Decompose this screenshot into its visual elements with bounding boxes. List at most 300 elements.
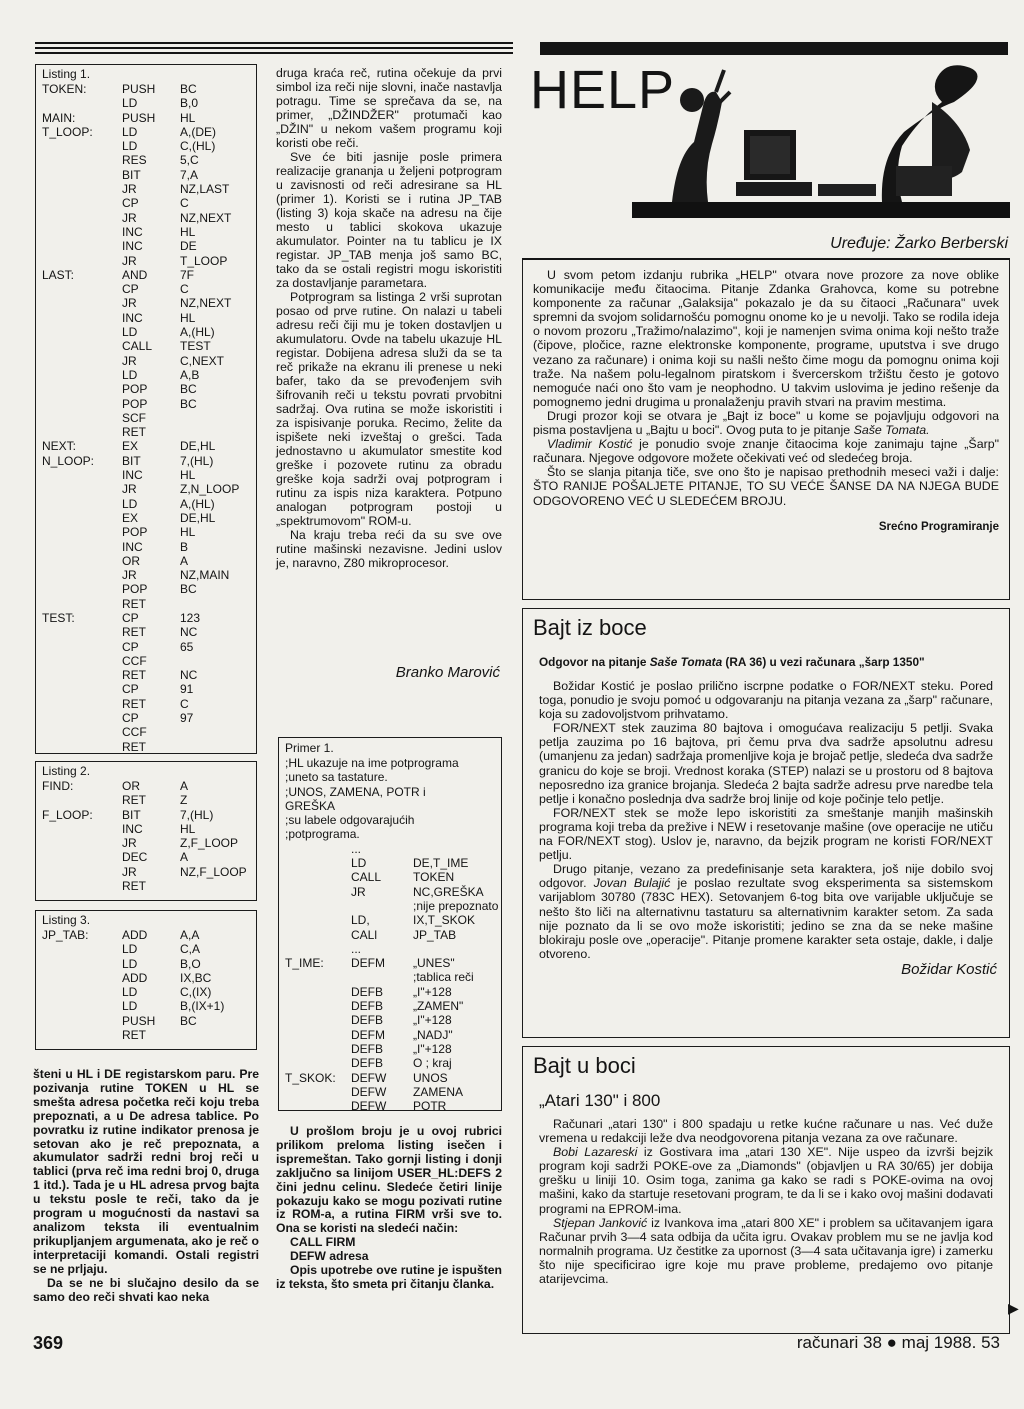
operand: „NADJ" bbox=[413, 1027, 453, 1042]
operand: B bbox=[180, 539, 189, 554]
label bbox=[42, 139, 122, 153]
operand bbox=[180, 725, 239, 739]
primer-1-comment: GREŠKA bbox=[285, 798, 336, 813]
operand: BC bbox=[180, 382, 197, 397]
label bbox=[285, 885, 351, 899]
listing1-line bbox=[42, 96, 239, 110]
bajt-u-boci-box bbox=[522, 1046, 1010, 1334]
listing2-line bbox=[42, 779, 247, 793]
primer1-line bbox=[285, 856, 498, 870]
operand: 97 bbox=[180, 711, 194, 726]
operand: NZ,NEXT bbox=[180, 296, 232, 311]
label bbox=[42, 1028, 122, 1042]
operand: A,(DE) bbox=[180, 124, 216, 139]
label bbox=[285, 1028, 351, 1042]
listing2-line bbox=[42, 836, 247, 850]
listing-1-title: Listing 1. bbox=[42, 67, 91, 81]
listing1-line bbox=[42, 382, 239, 396]
primer-1-comment: ;su labele odgovarajućih bbox=[285, 813, 415, 828]
label bbox=[285, 985, 351, 999]
operand: 123 bbox=[180, 610, 201, 625]
operand: ;nije prepoznato bbox=[413, 898, 499, 913]
operand: JP_TAB bbox=[413, 927, 457, 942]
operand: C bbox=[180, 196, 189, 211]
listing1-line bbox=[42, 454, 239, 468]
label bbox=[285, 942, 351, 956]
operand: „ZAMEN" bbox=[413, 999, 464, 1014]
opcode: JR bbox=[122, 210, 137, 225]
label bbox=[42, 654, 122, 668]
opcode: INC bbox=[122, 539, 143, 554]
label bbox=[42, 822, 122, 836]
operand: DE,T_IME bbox=[413, 856, 469, 871]
operand: A bbox=[180, 553, 189, 568]
label: T_LOOP: bbox=[42, 124, 93, 139]
opcode: RET bbox=[122, 793, 146, 808]
opcode: LD bbox=[351, 856, 367, 871]
label bbox=[42, 999, 122, 1013]
primer1-line bbox=[285, 985, 498, 999]
listing1-line bbox=[42, 711, 239, 725]
label: TEST: bbox=[42, 610, 75, 625]
operand: DE bbox=[180, 239, 197, 254]
listing1-line bbox=[42, 725, 239, 739]
operand: C,NEXT bbox=[180, 353, 225, 368]
operand: UNOS bbox=[413, 1070, 448, 1085]
listing1-line bbox=[42, 682, 239, 696]
col1-paragraph-2: Da se ne bi slučajno desilo da se samo deo reči shvati kao neka bbox=[33, 1275, 259, 1304]
label bbox=[285, 842, 351, 856]
label bbox=[42, 971, 122, 985]
operand: C bbox=[180, 696, 189, 711]
operand: NC bbox=[180, 668, 198, 683]
label bbox=[42, 311, 122, 325]
listing1-line bbox=[42, 525, 239, 539]
opcode: CP bbox=[122, 682, 139, 697]
opcode: LD bbox=[122, 496, 138, 511]
listing1-line bbox=[42, 497, 239, 511]
label bbox=[42, 225, 122, 239]
primer1-line bbox=[285, 999, 498, 1013]
top-rule-left-3 bbox=[35, 52, 513, 54]
listing2-line bbox=[42, 850, 247, 864]
label bbox=[42, 368, 122, 382]
listing-2-title: Listing 2. bbox=[42, 764, 91, 778]
opcode: DEC bbox=[122, 850, 148, 865]
operand: 7,(HL) bbox=[180, 807, 214, 822]
operand: IX,BC bbox=[180, 970, 212, 985]
opcode: CALL bbox=[351, 870, 382, 885]
listing1-line bbox=[42, 368, 239, 382]
label: N_LOOP: bbox=[42, 453, 95, 468]
label bbox=[42, 339, 122, 353]
label bbox=[285, 1013, 351, 1027]
primer1-line bbox=[285, 970, 498, 984]
opcode: CP bbox=[122, 610, 139, 625]
opcode: DEFB bbox=[351, 1056, 384, 1071]
opcode: PUSH bbox=[122, 110, 156, 125]
col2-signature: Branko Marović bbox=[395, 664, 500, 681]
listing1-line bbox=[42, 597, 239, 611]
listing1-line bbox=[42, 339, 239, 353]
listing2-line bbox=[42, 808, 247, 822]
opcode: RET bbox=[122, 668, 146, 683]
primer1-line bbox=[285, 1085, 498, 1099]
opcode: JR bbox=[122, 353, 137, 368]
listing1-line bbox=[42, 411, 239, 425]
bajt-u-boci-paragraph-3: Stjepan Janković iz Ivankova ima „atari 800 XE" i problem sa učitavanjem igara Računar prvih 3—4 sata odbija da učita igru. Ovakav problem mu se ne javlja kod normalnih programa. Uz čestitke za upornost (3—4 sata učitavanja igre) i zamerku što nije specificirao igre koje mu prave probleme, predajemo ovo pitanje atarijevcima. bbox=[539, 1215, 993, 1287]
bajt-iz-boce-paragraph-3: FOR/NEXT stek se može lepo iskoristiti za smeštanje manjih mašinskih programa koji treba da prežive i NEW i resetovanje mašine (ove operacije ne utiču na FOR/NEXT stog). Uslov je, naravno, da bejzik program ne koristi FOR/NEXT petlju. bbox=[539, 805, 993, 863]
operand: O ; kraj bbox=[413, 1056, 452, 1071]
primer1-line bbox=[285, 928, 498, 942]
operand: 7,(HL) bbox=[180, 453, 214, 468]
opcode: LD bbox=[122, 96, 138, 111]
listing3-line bbox=[42, 942, 224, 956]
primer-1-comments bbox=[285, 756, 501, 842]
listing-3-box bbox=[35, 910, 257, 1050]
opcode: ADD bbox=[122, 970, 148, 985]
opcode: RET bbox=[122, 1028, 146, 1043]
bajt-u-boci-heading: Bajt u boci bbox=[533, 1053, 636, 1078]
opcode: RET bbox=[122, 696, 146, 711]
col2-bottom-text bbox=[276, 1125, 502, 1292]
listing1-line bbox=[42, 254, 239, 268]
listing3-line bbox=[42, 999, 224, 1013]
opcode: DEFW bbox=[351, 1070, 387, 1085]
label bbox=[42, 239, 122, 253]
primer1-line bbox=[285, 870, 498, 884]
listing1-line bbox=[42, 153, 239, 167]
bajt-iz-boce-body bbox=[539, 679, 993, 961]
opcode: INC bbox=[122, 239, 143, 254]
col2-bottom-code-2: DEFW adresa bbox=[290, 1249, 369, 1264]
listing-1-box bbox=[35, 64, 257, 754]
opcode: LD bbox=[122, 367, 138, 382]
opcode: INC bbox=[122, 224, 143, 239]
operand bbox=[180, 740, 239, 754]
label: FIND: bbox=[42, 779, 74, 793]
opcode: DEFB bbox=[351, 999, 384, 1014]
operand bbox=[180, 411, 239, 425]
primer-1-code bbox=[285, 842, 498, 1114]
label bbox=[285, 899, 351, 913]
operand bbox=[413, 942, 498, 956]
listing3-line bbox=[42, 928, 224, 942]
primer1-line bbox=[285, 1099, 498, 1113]
opcode: CP bbox=[122, 639, 139, 654]
help-paragraph-4: Što se slanja pitanja tiče, sve ono što je napisao prethodnih meseci važi i dalje: ŠTO RANIJE POŠALJETE PITANJE, TO SU VEĆE ŠANSE DA NA NJEGA BUDE ODGOVORENO VEĆ U SLEDEĆEM BROJU. bbox=[533, 465, 999, 508]
label bbox=[42, 254, 122, 268]
opcode: JR bbox=[122, 836, 137, 851]
listing-2-box bbox=[35, 761, 257, 901]
opcode: JR bbox=[122, 253, 137, 268]
listing1-line bbox=[42, 740, 239, 754]
col2-paragraph-1: druga kraća reč, rutina očekuje da prvi simbol iza reči nije slovni, inače nastavlja potragu. Time se sprečava da se, na primer, „DŽINDŽER" protumači kao „DŽIN" u nekom vašem programu koji koristi obe reči. bbox=[276, 66, 502, 150]
primer1-line bbox=[285, 842, 498, 856]
opcode: DEFB bbox=[351, 1041, 384, 1056]
listing1-line bbox=[42, 668, 239, 682]
label bbox=[42, 182, 122, 196]
listing1-line bbox=[42, 296, 239, 310]
operand: 5,C bbox=[180, 153, 199, 168]
operand: BC bbox=[180, 82, 197, 96]
opcode: DEFB bbox=[351, 1013, 384, 1028]
operand: HL bbox=[180, 310, 196, 325]
operand: NZ,LAST bbox=[180, 182, 230, 197]
listing1-line bbox=[42, 540, 239, 554]
label bbox=[42, 196, 122, 210]
operand: NZ,MAIN bbox=[180, 568, 230, 583]
label bbox=[285, 999, 351, 1013]
operand: Z,F_LOOP bbox=[180, 836, 239, 851]
opcode: CP bbox=[122, 196, 139, 211]
listing1-line bbox=[42, 625, 239, 639]
operand: Z,N_LOOP bbox=[180, 482, 240, 497]
label bbox=[285, 856, 351, 870]
label: MAIN: bbox=[42, 110, 76, 125]
operand: ZAMENA bbox=[413, 1084, 464, 1099]
label bbox=[285, 1042, 351, 1056]
listing-3-title: Listing 3. bbox=[42, 913, 91, 927]
operand: „I"+128 bbox=[413, 1013, 452, 1028]
opcode: JR bbox=[122, 864, 137, 879]
listing3-line bbox=[42, 1028, 224, 1042]
operand: NZ,F_LOOP bbox=[180, 864, 247, 879]
operand bbox=[413, 842, 498, 856]
primer1-line bbox=[285, 1071, 498, 1085]
label bbox=[42, 397, 122, 411]
operand: C,(HL) bbox=[180, 139, 216, 154]
opcode: POP bbox=[122, 525, 148, 540]
label bbox=[42, 497, 122, 511]
primer1-line bbox=[285, 956, 498, 970]
label bbox=[42, 725, 122, 739]
label bbox=[42, 625, 122, 639]
operand: „UNES" bbox=[413, 956, 455, 971]
primer1-line bbox=[285, 885, 498, 899]
operand: BC bbox=[180, 396, 197, 411]
operand: A bbox=[180, 779, 189, 793]
opcode: LD, bbox=[351, 913, 370, 928]
listing1-line bbox=[42, 511, 239, 525]
listing1-line bbox=[42, 125, 239, 139]
operand: A,(HL) bbox=[180, 496, 215, 511]
operand: 7F bbox=[180, 267, 195, 282]
opcode: DEFW bbox=[351, 1099, 387, 1114]
footer-issue: maj 1988. bbox=[901, 1333, 977, 1352]
primer1-line bbox=[285, 1056, 498, 1070]
bajt-u-boci-paragraph-2: Bobi Lazareski iz Gostivara ima „atari 130 XE". Nije uspeo da izvrši bejzik program koji sadrži POKE-ove za „Diamonds" (objavljen u RA 30/65) jer dobija grešku u liniji 10. Osim toga, zanima ga kako se radi s POKE-ovima na ovoj mašini, kako da startuje resetovani program, te da li se i kako ovoj mašini dodavati programi na EPROM-ima. bbox=[539, 1145, 993, 1216]
top-rule-left-1 bbox=[35, 42, 513, 44]
label bbox=[42, 793, 122, 807]
label: LAST: bbox=[42, 267, 75, 282]
opcode: LD bbox=[122, 139, 138, 154]
opcode: JR bbox=[122, 568, 137, 583]
operand: HL bbox=[180, 468, 196, 483]
help-paragraph-2: Drugi prozor koji se otvara je „Bajt iz boce" u kome se pojavljuju odgovori na pisma postavljena u „Bajtu u boci". Ovog puta to je pitanje Saše Tomata. bbox=[533, 408, 999, 438]
label bbox=[42, 985, 122, 999]
help-name-vladimir-kostic: Vladimir Kostić bbox=[547, 437, 633, 452]
listing1-line bbox=[42, 482, 239, 496]
primer-1-comment: ;HL ukazuje na ime potprograma bbox=[285, 756, 459, 770]
opcode: LD bbox=[122, 985, 138, 1000]
opcode: EX bbox=[122, 510, 139, 525]
help-logo: HELP bbox=[530, 60, 676, 120]
opcode: INC bbox=[122, 468, 143, 483]
opcode: LD bbox=[122, 942, 138, 957]
label bbox=[285, 913, 351, 927]
label bbox=[42, 836, 122, 850]
opcode: LD bbox=[122, 956, 138, 971]
operand: NC bbox=[180, 625, 198, 640]
opcode: ADD bbox=[122, 928, 148, 942]
operand: T_LOOP bbox=[180, 253, 228, 268]
footer-page-code: 369 bbox=[33, 1333, 64, 1353]
label bbox=[285, 928, 351, 942]
opcode: RET bbox=[122, 596, 146, 611]
listing1-line bbox=[42, 325, 239, 339]
label bbox=[42, 597, 122, 611]
col1-paragraph-1: šteni u HL i DE registarskom paru. Pre pozivanja rutine TOKEN u HL se smešta adresa početka reči koju treba prepoznati, a u De adresa tablice. Po povratku iz rutine indikator prenosa je setovan ako je reč prepoznata, a akumulator sadrži redni broj reči u tablici (prva reč ima redni broj 0, druga 1 itd.). Tada je u HL adresa prvog bajta u tekstu posle te reči, tako da je program u mogućnosti da nastavi sa analizom teksta ili eventualnim prikupljanjem argumenata, ako je reč o interpretaciji komandi. Ostali registri se ne prljaju. bbox=[33, 1067, 259, 1276]
label bbox=[42, 682, 122, 696]
primer1-line bbox=[285, 899, 498, 913]
help-editor bbox=[540, 235, 1008, 253]
operand: TOKEN bbox=[413, 870, 455, 885]
primer1-line bbox=[285, 1028, 498, 1042]
opcode: JR bbox=[351, 884, 366, 899]
opcode: RES bbox=[122, 153, 147, 168]
operand: Z bbox=[180, 793, 188, 808]
operand: HL bbox=[180, 110, 196, 125]
opcode: JR bbox=[122, 482, 137, 497]
listing3-line bbox=[42, 985, 224, 999]
label bbox=[42, 568, 122, 582]
opcode: OR bbox=[122, 553, 140, 568]
bajt-u-boci-paragraph-1: Računari „atari 130" i 800 spadaju u retke kućne računare u nas. Već duže vremena u redakciji leže dva neodgovorena pitanja vezana za ove računare. bbox=[539, 1117, 993, 1146]
opcode: RET bbox=[122, 625, 146, 640]
label: TOKEN: bbox=[42, 82, 87, 96]
operand: „I"+128 bbox=[413, 1041, 452, 1056]
label bbox=[42, 296, 122, 310]
footer-magazine-name: računari 38 bbox=[796, 1333, 882, 1352]
opcode: DEFW bbox=[351, 1084, 387, 1099]
operand: B,(IX+1) bbox=[180, 999, 225, 1014]
listing1-line bbox=[42, 554, 239, 568]
label bbox=[285, 1056, 351, 1070]
listing1-line bbox=[42, 282, 239, 296]
operand: IX,T_SKOK bbox=[413, 913, 476, 928]
operand: „I"+128 bbox=[413, 984, 452, 999]
bajt-iz-boce-heading: Bajt iz boce bbox=[533, 615, 647, 640]
label bbox=[42, 282, 122, 296]
bajt-iz-boce-paragraph-1: Božidar Kostić je poslao prilično iscrpne podatke o FOR/NEXT steku. Pored toga, ponudio je svoju pomoć u odgovaranju na pitanja vezana za „šarp" računare, koja su zadovoljstvom prihvatamo. bbox=[539, 679, 993, 722]
primer1-line bbox=[285, 942, 498, 956]
opcode: DEFM bbox=[351, 1027, 385, 1042]
bajt-iz-boce-box bbox=[522, 608, 1010, 1038]
col2-bottom-code-1: CALL FIRM bbox=[290, 1235, 356, 1250]
bajt-iz-boce-subtitle: Odgovor na pitanje Saše Tomata (RA 36) u vezi računara „šarp 1350" bbox=[539, 655, 925, 669]
label bbox=[42, 382, 122, 396]
operand: B,0 bbox=[180, 96, 199, 111]
opcode: POP bbox=[122, 382, 148, 397]
col1-bottom-text bbox=[33, 1068, 259, 1304]
opcode: DEFM bbox=[351, 956, 385, 971]
operand: POTR bbox=[413, 1099, 447, 1114]
opcode: POP bbox=[122, 582, 148, 597]
label bbox=[42, 957, 122, 971]
opcode: JR bbox=[122, 182, 137, 197]
help-box bbox=[522, 260, 1010, 600]
opcode: EX bbox=[122, 439, 139, 454]
operand bbox=[180, 879, 247, 893]
help-editor-label: Uređuje: bbox=[830, 235, 891, 252]
opcode: INC bbox=[122, 821, 143, 836]
listing1-line bbox=[42, 196, 239, 210]
opcode: SCF bbox=[122, 410, 146, 425]
opcode: AND bbox=[122, 267, 148, 282]
listing1-line bbox=[42, 611, 239, 625]
operand: DE,HL bbox=[180, 510, 216, 525]
label bbox=[42, 468, 122, 482]
listing-2-code bbox=[42, 779, 247, 893]
opcode: INC bbox=[122, 310, 143, 325]
operand: HL bbox=[180, 224, 196, 239]
operand: A,B bbox=[180, 367, 200, 382]
listing1-line bbox=[42, 168, 239, 182]
operand: 91 bbox=[180, 682, 194, 697]
top-rule-right bbox=[540, 42, 1008, 55]
label bbox=[42, 697, 122, 711]
listing1-line bbox=[42, 268, 239, 282]
label bbox=[42, 511, 122, 525]
operand: BC bbox=[180, 1013, 197, 1028]
opcode: POP bbox=[122, 396, 148, 411]
opcode: RET bbox=[122, 879, 146, 894]
listing2-line bbox=[42, 822, 247, 836]
label bbox=[42, 711, 122, 725]
label bbox=[42, 168, 122, 182]
primer-1-box bbox=[278, 737, 502, 1114]
operand: 65 bbox=[180, 639, 194, 654]
primer-1-title: Primer 1. bbox=[285, 741, 334, 755]
operand: B,O bbox=[180, 956, 201, 971]
help-name-sase-tomata: Saše Tomata. bbox=[853, 423, 930, 438]
col2-paragraph-4: Na kraju treba reći da su sve ove rutine mašinski nezavisne. Jedini uslov je, naravno, Z80 mikroprocesor. bbox=[276, 528, 502, 570]
opcode: ... bbox=[351, 941, 362, 956]
col2-bottom-paragraph-2: Opis upotrebe ove rutine je ispušten iz teksta, što smeta pri čitanju članka. bbox=[276, 1263, 502, 1291]
listing3-line bbox=[42, 971, 224, 985]
operand: C,(IX) bbox=[180, 985, 212, 1000]
label bbox=[42, 540, 122, 554]
operand: 7,A bbox=[180, 167, 199, 182]
label: JP_TAB: bbox=[42, 928, 89, 942]
opcode: BIT bbox=[122, 167, 141, 182]
label bbox=[42, 942, 122, 956]
opcode: OR bbox=[122, 779, 140, 793]
operand bbox=[180, 597, 239, 611]
listing2-line bbox=[42, 793, 247, 807]
opcode: RET bbox=[122, 425, 146, 440]
bajt-u-boci-subtitle: „Atari 130" i 800 bbox=[539, 1091, 661, 1110]
label bbox=[42, 668, 122, 682]
listing1-line bbox=[42, 354, 239, 368]
help-paragraph-1: U svom petom izdanju rubrika „HELP" otvara nove prozore za nove oblike komunikacije među čitaocima. Pitanje Zdanka Grahovca, kome su potrebne komponente za računar „Galaksija" pokazalo je da su čitaoci „Računara" uvek spremni da svojom solidarnošću pomognu onome ko je u nevolji. Tako se rodila ideja o novom prozoru „Tražimo/nalazimo", koji je namenjen svima onima koji nešto traže (čipove, pločice, razne elektronske komponente, programe, uputstva i sve drugo vezano za računare) i onima koji su našli nešto čime mogu da pomognu onima koji traže. Na našem polu-legalnom piratskom i švercerskom tržištu često je gotovo nemoguće naći ono što vam je neophodno. U takvim uslovima je jedino rešenje da pomognemo jedni drugima u pronalaženju pravih stvari na pravim mestima. bbox=[533, 268, 999, 409]
opcode: PUSH bbox=[122, 82, 156, 96]
listing-3-code bbox=[42, 928, 224, 1042]
label bbox=[42, 582, 122, 596]
label: NEXT: bbox=[42, 439, 77, 454]
label bbox=[42, 482, 122, 496]
